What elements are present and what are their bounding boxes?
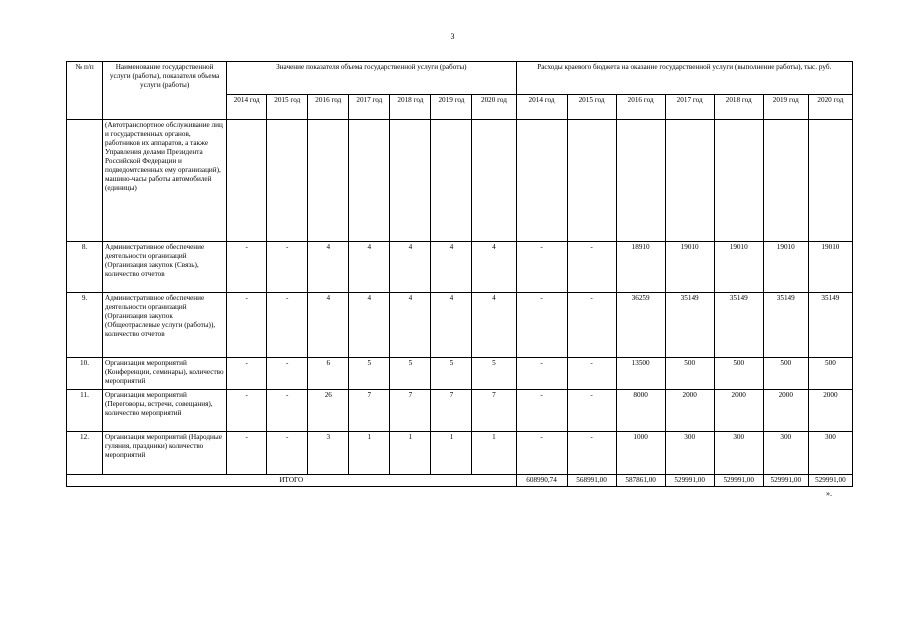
expense-cell: [763, 120, 808, 242]
expense-cell: 1000: [616, 432, 665, 475]
expense-cell: 35149: [714, 293, 763, 358]
volume-cell: 4: [472, 242, 516, 293]
header-row-groups: [67, 62, 853, 95]
total-expense-cell: 608990,74: [516, 475, 567, 487]
volume-cell: 4: [349, 293, 390, 358]
year-header-expense: 2019 год: [763, 95, 808, 120]
total-expense-cell: 587861,00: [616, 475, 665, 487]
volume-cell: [390, 120, 431, 242]
year-header-expense: 2016 год: [616, 95, 665, 120]
expense-cell: [567, 120, 616, 242]
volume-cell: 3: [308, 432, 349, 475]
expense-cell: 13500: [616, 358, 665, 390]
expense-cell: 300: [714, 432, 763, 475]
volume-cell: 26: [308, 390, 349, 432]
total-expense-cell: 529991,00: [763, 475, 808, 487]
expense-cell: 500: [808, 358, 852, 390]
volume-cell: -: [267, 293, 308, 358]
year-header-expense: 2014 год: [516, 95, 567, 120]
total-expense-cell: 529991,00: [714, 475, 763, 487]
table-row: [67, 120, 853, 242]
table-row: [67, 293, 853, 358]
closing-quote: ».: [826, 489, 832, 498]
col-header-service-name: Наименование государственной услуги (работы), показателя объема услуги (работы): [103, 62, 227, 120]
expense-cell: [616, 120, 665, 242]
year-header-volume: 2014 год: [227, 95, 267, 120]
expense-cell: 19010: [763, 242, 808, 293]
expense-cell: 300: [763, 432, 808, 475]
year-header-expense: 2018 год: [714, 95, 763, 120]
year-header-volume: 2018 год: [390, 95, 431, 120]
volume-cell: 4: [349, 242, 390, 293]
service-name: Административное обеспечение деятельности организаций (Организация закупок (Общеотраслевые услуги (работы)), количество отчетов: [103, 293, 227, 358]
row-number: [67, 120, 103, 242]
col-group-volume: Значение показателя объема государственной услуги (работы): [227, 62, 516, 95]
volume-cell: 4: [431, 293, 472, 358]
expense-cell: 36259: [616, 293, 665, 358]
row-number: 10.: [67, 358, 103, 390]
expense-cell: 2000: [665, 390, 714, 432]
service-name: Организация мероприятий (Конференции, семинары), количество мероприятий: [103, 358, 227, 390]
expense-cell: 35149: [808, 293, 852, 358]
volume-cell: 1: [472, 432, 516, 475]
volume-cell: 4: [308, 242, 349, 293]
year-header-volume: 2020 год: [472, 95, 516, 120]
volume-cell: 4: [390, 242, 431, 293]
volume-cell: -: [267, 358, 308, 390]
expense-cell: 300: [665, 432, 714, 475]
table-row: [67, 242, 853, 293]
year-header-expense: 2020 год: [808, 95, 852, 120]
volume-cell: -: [267, 242, 308, 293]
volume-cell: 7: [390, 390, 431, 432]
expense-cell: [516, 120, 567, 242]
volume-cell: 5: [472, 358, 516, 390]
total-expense-cell: 568991,00: [567, 475, 616, 487]
volume-cell: -: [227, 293, 267, 358]
expense-cell: 35149: [763, 293, 808, 358]
year-header-expense: 2015 год: [567, 95, 616, 120]
expense-cell: 300: [808, 432, 852, 475]
service-name: Административное обеспечение деятельности организаций (Организация закупок (Связь), количество отчетов: [103, 242, 227, 293]
volume-cell: -: [267, 432, 308, 475]
expense-cell: 8000: [616, 390, 665, 432]
service-name: (Автотранспортное обслуживание лиц и государственных органов, работников их аппаратов, а также Управления делами Президента Российской Федерации и подведомтсвенных ему организаций), машино-часы работы автомобилей (единицы): [103, 120, 227, 242]
volume-cell: 5: [349, 358, 390, 390]
expense-cell: 19010: [808, 242, 852, 293]
expense-cell: 500: [714, 358, 763, 390]
year-header-expense: 2017 год: [665, 95, 714, 120]
expense-cell: 500: [763, 358, 808, 390]
total-expense-cell: 529991,00: [665, 475, 714, 487]
expense-cell: -: [516, 390, 567, 432]
volume-cell: 7: [349, 390, 390, 432]
volume-cell: [227, 120, 267, 242]
row-number: 11.: [67, 390, 103, 432]
row-number: 8.: [67, 242, 103, 293]
expense-cell: -: [567, 242, 616, 293]
volume-cell: 4: [472, 293, 516, 358]
year-header-volume: 2016 год: [308, 95, 349, 120]
volume-cell: [308, 120, 349, 242]
volume-cell: 4: [390, 293, 431, 358]
expense-cell: [665, 120, 714, 242]
volume-cell: 7: [431, 390, 472, 432]
total-label: ИТОГО: [67, 475, 517, 487]
volume-cell: -: [227, 390, 267, 432]
volume-cell: [431, 120, 472, 242]
expense-cell: -: [516, 432, 567, 475]
expense-cell: -: [516, 293, 567, 358]
expense-cell: 35149: [665, 293, 714, 358]
expense-cell: -: [516, 242, 567, 293]
row-number: 9.: [67, 293, 103, 358]
volume-cell: [349, 120, 390, 242]
volume-cell: -: [227, 432, 267, 475]
year-header-volume: 2017 год: [349, 95, 390, 120]
service-name: Организация мероприятий (Народные гуляния, праздники) количество мероприятий: [103, 432, 227, 475]
volume-cell: 4: [308, 293, 349, 358]
total-row: [67, 475, 853, 487]
volume-cell: 1: [349, 432, 390, 475]
page-number: 3: [450, 32, 455, 41]
expense-cell: -: [567, 432, 616, 475]
expense-cell: 2000: [763, 390, 808, 432]
total-expense-cell: 529991,00: [808, 475, 852, 487]
expense-cell: 18910: [616, 242, 665, 293]
expense-cell: 19010: [714, 242, 763, 293]
volume-cell: 4: [431, 242, 472, 293]
year-header-volume: 2015 год: [267, 95, 308, 120]
year-header-volume: 2019 год: [431, 95, 472, 120]
col-header-number: № п/п: [67, 62, 103, 120]
service-name: Организация мероприятий (Переговоры, встречи, совещания), количество мероприятий: [103, 390, 227, 432]
expense-cell: [808, 120, 852, 242]
services-table: [66, 61, 853, 487]
table-row: [67, 358, 853, 390]
volume-cell: 5: [390, 358, 431, 390]
expense-cell: -: [567, 390, 616, 432]
expense-cell: -: [567, 358, 616, 390]
volume-cell: [267, 120, 308, 242]
volume-cell: 5: [431, 358, 472, 390]
volume-cell: 7: [472, 390, 516, 432]
volume-cell: 6: [308, 358, 349, 390]
volume-cell: 1: [431, 432, 472, 475]
volume-cell: -: [267, 390, 308, 432]
col-group-expense: Расходы краевого бюджета на оказание государственной услуги (выполнение работы), тыс. руб.: [516, 62, 853, 95]
expense-cell: 2000: [714, 390, 763, 432]
table-row: [67, 390, 853, 432]
expense-cell: 19010: [665, 242, 714, 293]
row-number: 12.: [67, 432, 103, 475]
expense-cell: [714, 120, 763, 242]
expense-cell: 2000: [808, 390, 852, 432]
volume-cell: -: [227, 242, 267, 293]
table-row: [67, 432, 853, 475]
expense-cell: -: [516, 358, 567, 390]
volume-cell: [472, 120, 516, 242]
expense-cell: -: [567, 293, 616, 358]
volume-cell: 1: [390, 432, 431, 475]
volume-cell: -: [227, 358, 267, 390]
expense-cell: 500: [665, 358, 714, 390]
